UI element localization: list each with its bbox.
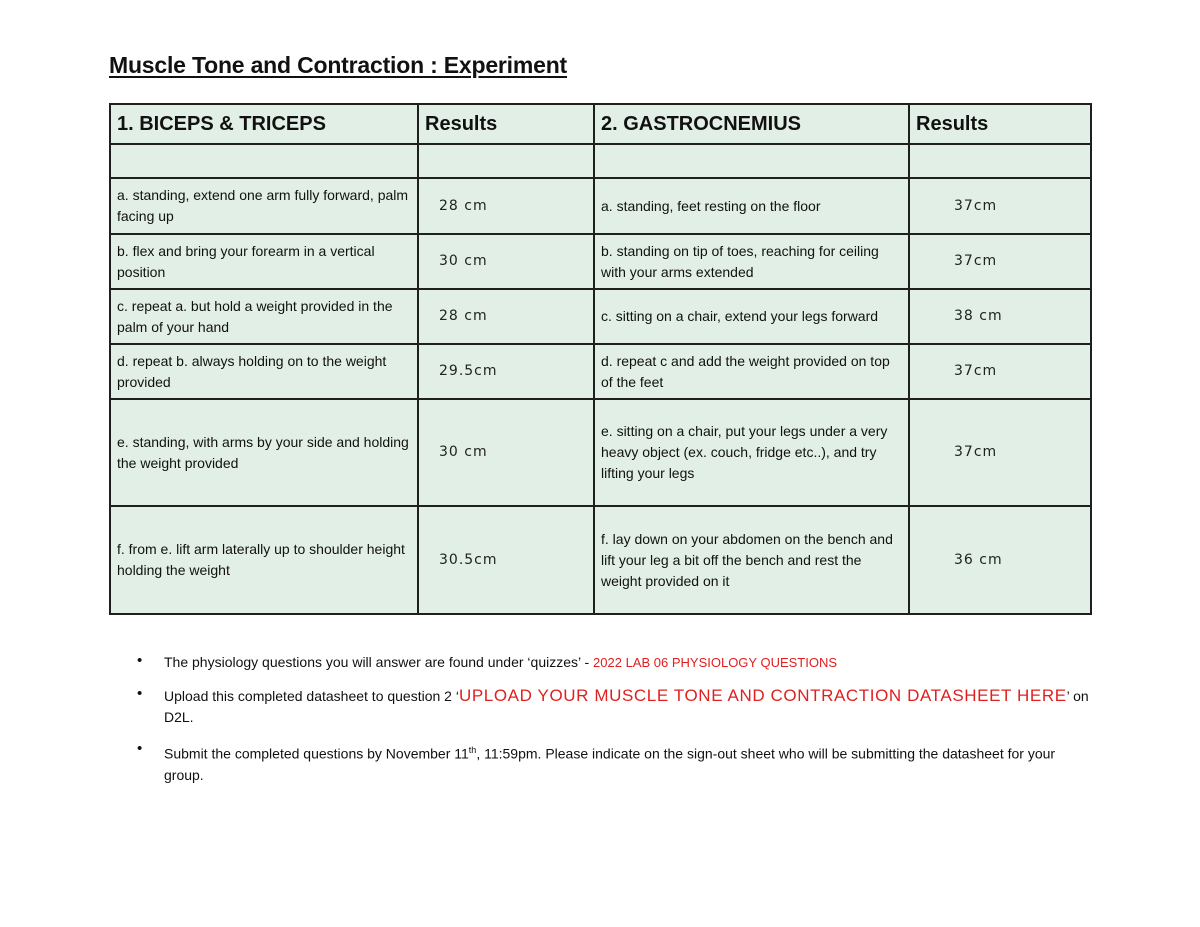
instructions-list <box>137 652 1097 798</box>
table-row <box>110 178 1091 234</box>
result-right: 37cm <box>909 399 1091 506</box>
result-right: 37cm <box>909 344 1091 399</box>
step-right: a. standing, feet resting on the floor <box>594 178 909 234</box>
step-left: b. flex and bring your forearm in a vertical position <box>110 234 418 289</box>
blank-cell <box>909 144 1091 178</box>
result-right: 37cm <box>909 178 1091 234</box>
list-item <box>137 685 1097 728</box>
datasheet-table <box>109 103 1092 615</box>
result-left: 28 cm <box>418 289 594 344</box>
result-left: 28 cm <box>418 178 594 234</box>
note-text: Upload this completed datasheet to question 2 ‘ <box>164 688 459 704</box>
step-left: c. repeat a. but hold a weight provided in the palm of your hand <box>110 289 418 344</box>
header-biceps-triceps: 1. BICEPS & TRICEPS <box>110 104 418 144</box>
header-results-2: Results <box>909 104 1091 144</box>
quiz-name-highlight: 2022 LAB 06 PHYSIOLOGY QUESTIONS <box>593 655 838 670</box>
note-text-tail: , 11:59pm. Please indicate on the sign-out sheet who will be submitting the datasheet for your group. <box>164 745 1056 783</box>
table-header-row <box>110 104 1091 144</box>
ordinal-suffix: th <box>468 745 477 755</box>
step-right: b. standing on tip of toes, reaching for ceiling with your arms extended <box>594 234 909 289</box>
result-right: 36 cm <box>909 506 1091 614</box>
result-right: 37cm <box>909 234 1091 289</box>
note-text: Submit the completed questions by November 11 <box>164 745 469 762</box>
result-left: 30 cm <box>418 234 594 289</box>
list-item <box>137 740 1097 786</box>
header-gastrocnemius: 2. GASTROCNEMIUS <box>594 104 909 144</box>
result-right: 38 cm <box>909 289 1091 344</box>
step-right: e. sitting on a chair, put your legs under a very heavy object (ex. couch, fridge etc..), and try lifting your legs <box>594 399 909 506</box>
table-row <box>110 344 1091 399</box>
step-right: c. sitting on a chair, extend your legs forward <box>594 289 909 344</box>
table-row-blank <box>110 144 1091 178</box>
list-item <box>137 652 1097 673</box>
table-row <box>110 399 1091 506</box>
result-left: 30.5cm <box>418 506 594 614</box>
table-row <box>110 289 1091 344</box>
note-text-tail: ’ on D2L. <box>164 688 1089 725</box>
result-left: 30 cm <box>418 399 594 506</box>
step-left: d. repeat b. always holding on to the weight provided <box>110 344 418 399</box>
page-title: Muscle Tone and Contraction : Experiment <box>109 52 568 78</box>
upload-question-highlight: UPLOAD YOUR MUSCLE TONE AND CONTRACTION DATASHEET HERE <box>458 686 1067 705</box>
step-left: e. standing, with arms by your side and holding the weight provided <box>110 399 418 506</box>
step-right: f. lay down on your abdomen on the bench and lift your leg a bit off the bench and rest the weight provided on it <box>594 506 909 614</box>
note-text: The physiology questions you will answer are found under ‘quizzes’ - <box>164 654 594 670</box>
step-left: f. from e. lift arm laterally up to shoulder height holding the weight <box>110 506 418 614</box>
step-right: d. repeat c and add the weight provided on top of the feet <box>594 344 909 399</box>
result-left: 29.5cm <box>418 344 594 399</box>
table-row <box>110 234 1091 289</box>
step-left: a. standing, extend one arm fully forward, palm facing up <box>110 178 418 234</box>
blank-cell <box>418 144 594 178</box>
blank-cell <box>594 144 909 178</box>
header-results-1: Results <box>418 104 594 144</box>
table-row <box>110 506 1091 614</box>
blank-cell <box>110 144 418 178</box>
